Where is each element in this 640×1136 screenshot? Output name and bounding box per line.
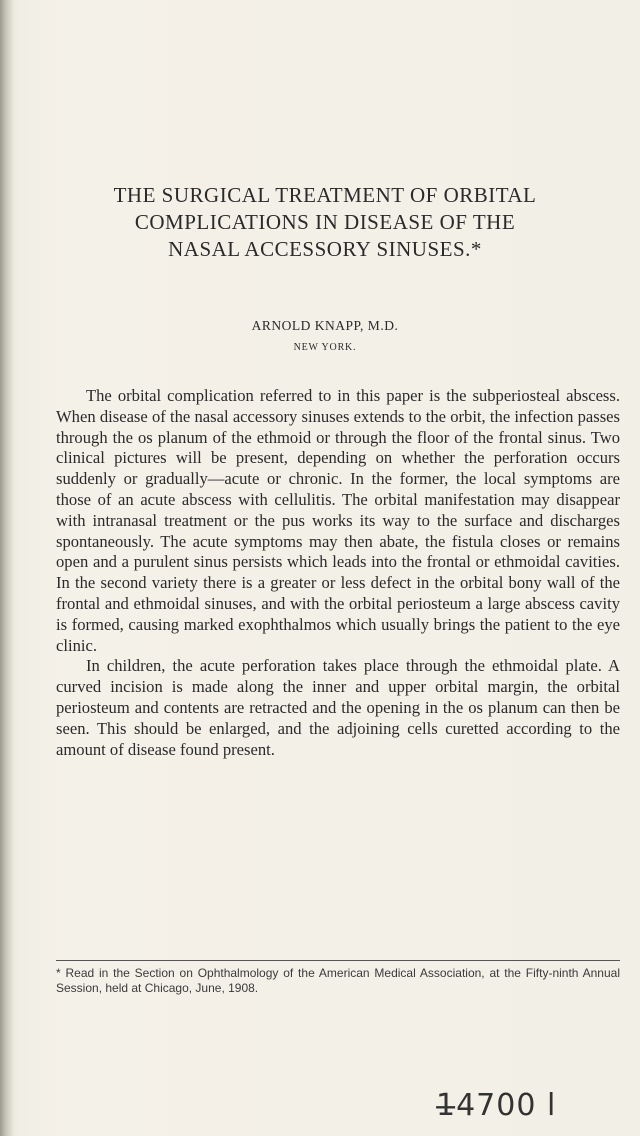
article-title [30, 182, 620, 263]
author-name: ARNOLD KNAPP, M.D. [251, 318, 399, 333]
handwritten-accession-number: 1̶4700 l [436, 1088, 557, 1123]
author-location: NEW YORK. [293, 342, 357, 353]
paragraph-1: The orbital complication referred to in this paper is the subperiosteal abscess. When disease of the nasal accessory sinuses extends to the orbit, the infection passes through the os planum of the ethmoid or through the floor of the frontal sinus. Two clinical pictures will be present, depending on whether the perforation occurs suddenly or gradually—acute or chronic. In the former, the local symptoms are those of an acute abscess with cellulitis. The orbital manifestation may disappear with intranasal treatment or the pus works its way to the surface and discharges spontaneously. The acute symptoms may then abate, the fistula closes or remains open and a purulent sinus persists which leads into the frontal or ethmoidal cavities. In the second variety there is a greater or less defect in the orbital bony wall of the frontal and ethmoidal sinuses, and with the orbital periosteum a large abscess cavity is formed, causing marked exophthalmos which usually brings the patient to the eye clinic. [56, 386, 620, 655]
title-line-1: THE SURGICAL TREATMENT OF ORBITAL [113, 183, 537, 207]
title-line-3: NASAL ACCESSORY SINUSES.* [168, 237, 482, 261]
footnote: * Read in the Section on Ophthalmology of the American Medical Association, at the Fifty-ninth Annual Session, held at Chicago, June, 1908. [56, 966, 620, 995]
title-line-2: COMPLICATIONS IN DISEASE OF THE [134, 210, 516, 234]
article-body [56, 386, 620, 760]
paragraph-2: In children, the acute perforation takes place through the ethmoidal plate. A curved incision is made along the inner and upper orbital margin, the orbital periosteum and contents are retracted and the opening in the os planum can then be seen. This should be enlarged, and the adjoining cells curetted according to the amount of disease found present. [56, 656, 620, 759]
binding-edge [0, 0, 14, 1136]
footnote-divider [56, 960, 620, 961]
